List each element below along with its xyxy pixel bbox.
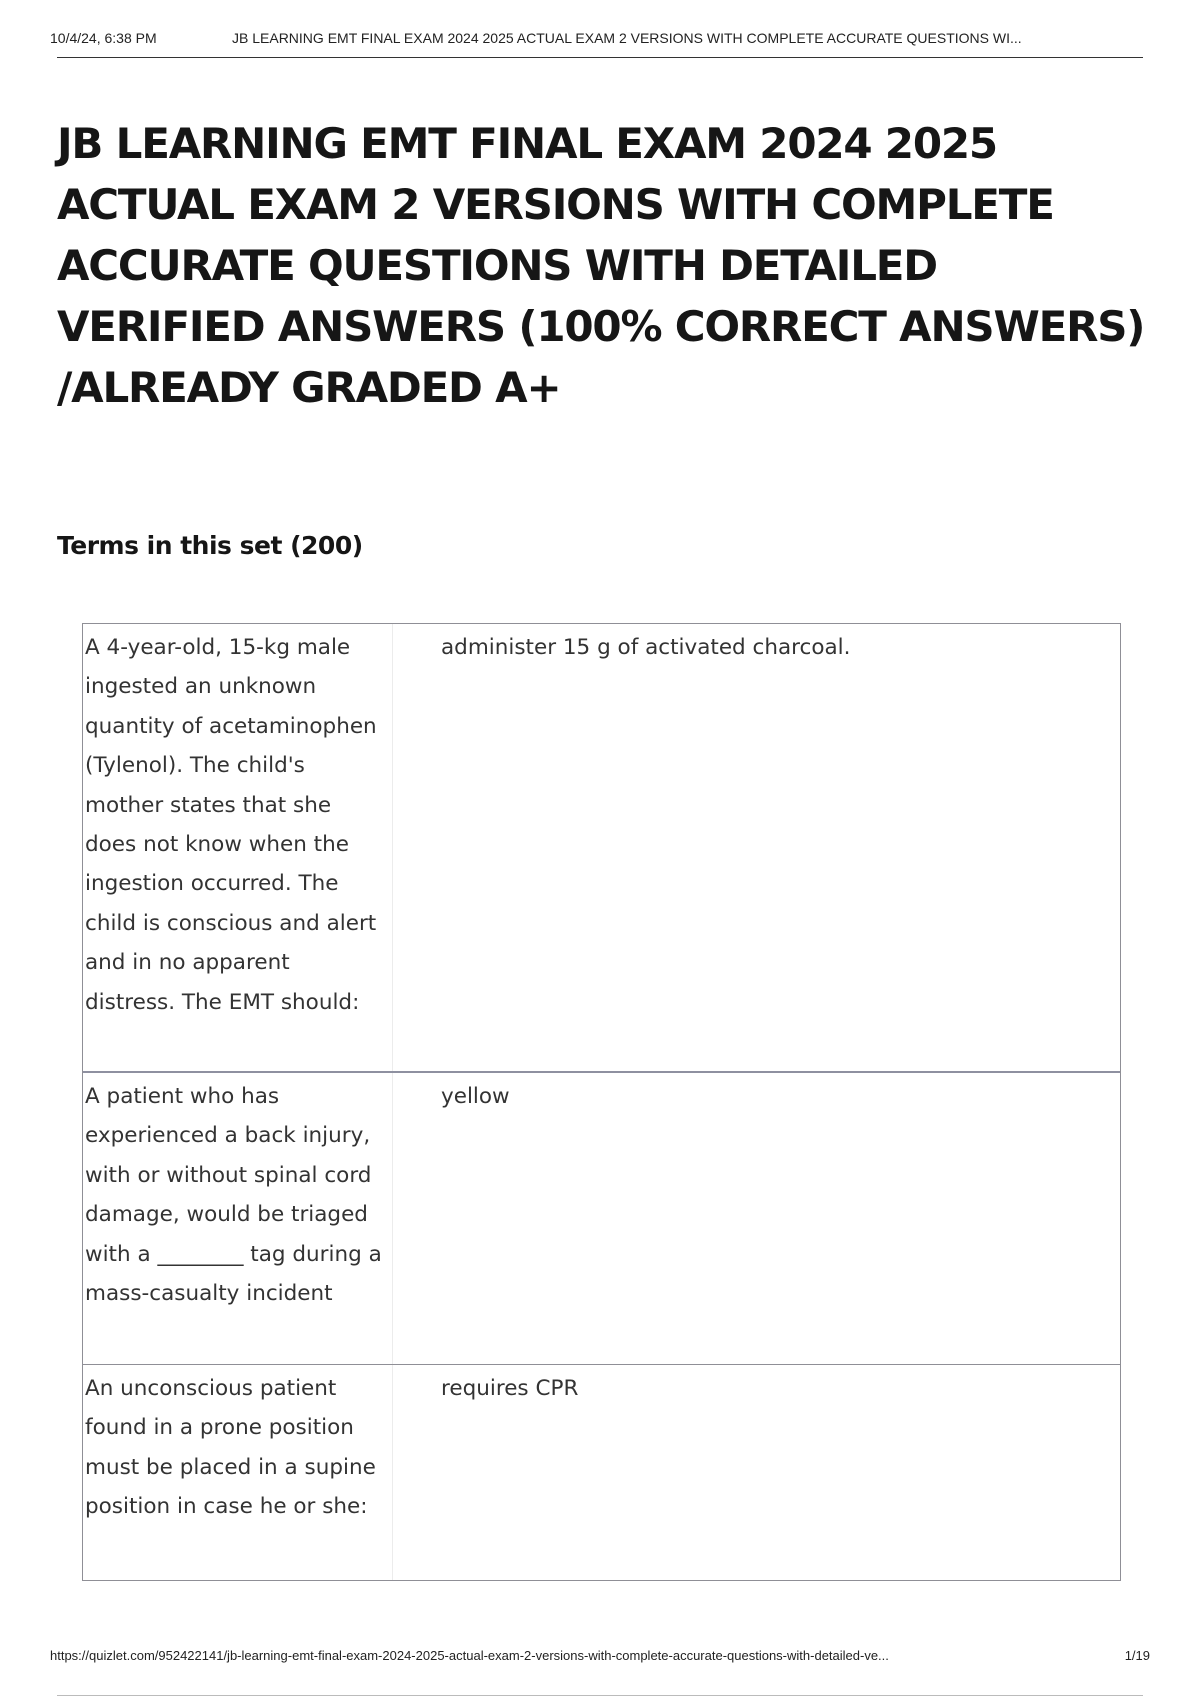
term-question: An unconscious patient found in a prone position must be placed in a supine position in case he or she:	[83, 1365, 393, 1580]
term-row	[83, 624, 1120, 1073]
term-question: A 4-year-old, 15-kg male ingested an unknown quantity of acetaminophen (Tylenol). The child's mother states that she does not know when the ingestion occurred. The child is conscious and alert and in no apparent distress. The EMT should:	[83, 624, 393, 1071]
term-answer: administer 15 g of activated charcoal.	[441, 635, 851, 660]
source-url[interactable]: https://quizlet.com/952422141/jb-learning-emt-final-exam-2024-2025-actual-exam-2-versions-with-complete-accurate-questions-with-detailed-ve...	[50, 1648, 889, 1663]
print-header	[50, 30, 1150, 56]
page-title: JB LEARNING EMT FINAL EXAM 2024 2025 ACTUAL EXAM 2 VERSIONS WITH COMPLETE ACCURATE QUESTIONS WITH DETAILED VERIFIED ANSWERS (100% CORRECT ANSWERS) /ALREADY GRADED A+	[57, 119, 1145, 412]
header-divider	[57, 57, 1143, 58]
term-row	[83, 1365, 1120, 1580]
print-date: 10/4/24, 6:38 PM	[50, 30, 157, 46]
print-footer	[50, 1648, 1150, 1670]
terms-table	[82, 623, 1121, 1581]
print-doc-title: JB LEARNING EMT FINAL EXAM 2024 2025 ACTUAL EXAM 2 VERSIONS WITH COMPLETE ACCURATE QUESTIONS WI...	[232, 30, 1022, 46]
footer-divider	[57, 1695, 1143, 1696]
term-row	[83, 1073, 1120, 1365]
term-question: A patient who has experienced a back injury, with or without spinal cord damage, would be triaged with a ________ tag during a mass-casualty incident	[83, 1073, 393, 1364]
page-number: 1/19	[1124, 1648, 1150, 1663]
term-answer: yellow	[441, 1084, 510, 1109]
terms-count-heading: Terms in this set (200)	[57, 531, 363, 560]
term-answer: requires CPR	[441, 1376, 579, 1401]
